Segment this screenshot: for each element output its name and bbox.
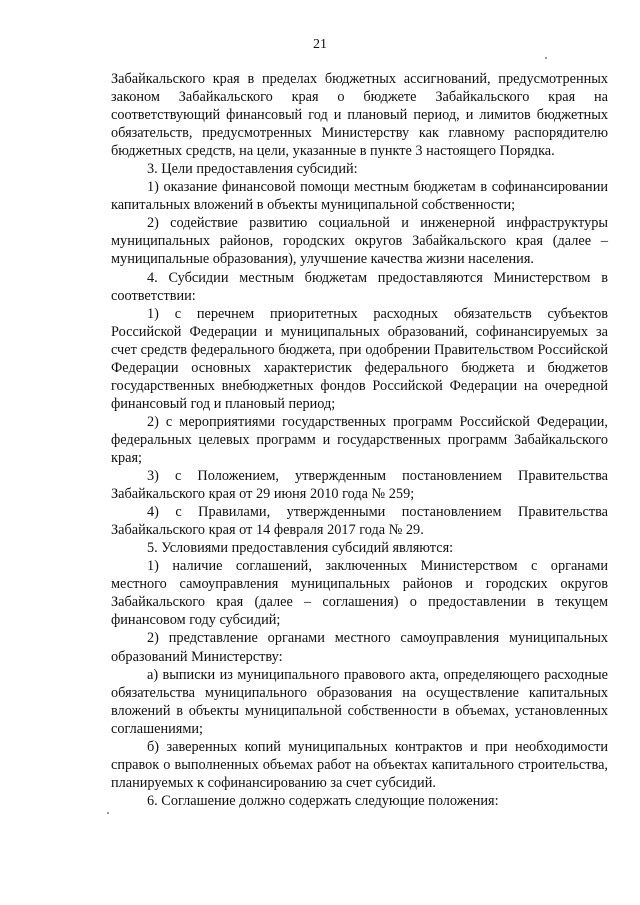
paragraph-6-heading: 6. Соглашение должно содержать следующие положения: — [147, 792, 499, 809]
paragraph-5-item-1: 1) наличие соглашений, заключенных Министерством с органами местного самоуправления муниципальных районов и городских округов Забайкальского края (далее – соглашения) о предоставлении в текущем финансовом году субсидий; — [111, 558, 608, 629]
paragraph-5-heading: 5. Условиями предоставления субсидий являются: — [147, 540, 454, 557]
paragraph-4-item-2: 2) с мероприятиями государственных программ Российской Федерации, федеральных целевых программ и государственных программ Забайкальского края; — [111, 413, 608, 466]
paragraph-5-item-2: 2) представление органами местного самоуправления муниципальных образований Министерству: — [111, 630, 608, 665]
paragraph-continuation: Забайкальского края в пределах бюджетных ассигнований, предусмотренных законом Забайкальского края о бюджете Забайкальского края на соответствующий финансовый год и плановый период, и лимитов бюджетных обязательств, предусмотренных Министерству как главному распорядителю бюджетных средств, на цели, указанные в пункте 3 настоящего Порядка. — [111, 71, 608, 160]
page-number: 21 — [313, 37, 327, 52]
paragraph-4-item-3: 3) с Положением, утвержденным постановлением Правительства Забайкальского края от 29 июня 2010 года № 259; — [111, 468, 608, 503]
paragraph-4-heading: 4. Субсидии местным бюджетам предоставляются Министерством в соответствии: — [111, 269, 608, 304]
paragraph-3-item-1: 1) оказание финансовой помощи местным бюджетам в софинансировании капитальных вложений в объекты муниципальной собственности; — [111, 179, 608, 214]
scan-speck — [107, 812, 109, 814]
paragraph-3-heading: 3. Цели предоставления субсидий: — [147, 161, 358, 178]
document-body — [111, 70, 608, 810]
paragraph-4-item-4: 4) с Правилами, утвержденными постановлением Правительства Забайкальского края от 14 февраля 2017 года № 29. — [111, 504, 608, 539]
paragraph-5-item-2-b: б) заверенных копий муниципальных контрактов и при необходимости справок о выполненных объемах работ на объектах капитального строительства, планируемых к софинансированию за счет субсидий. — [111, 738, 608, 791]
paragraph-4-item-1: 1) с перечнем приоритетных расходных обязательств субъектов Российской Федерации и муниципальных образований, софинансируемых за счет средств федерального бюджета, при одобрении Правительством Российской Федерации основных характеристик федерального бюджета и бюджетов государственных внебюджетных фондов Российской Федерации на очередной финансовый год и плановый период; — [111, 305, 608, 412]
scan-speck — [545, 57, 547, 59]
paragraph-3-item-2: 2) содействие развитию социальной и инженерной инфраструктуры муниципальных районов, городских округов Забайкальского края (далее – муниципальные образования), улучшение качества жизни населения. — [111, 215, 608, 268]
paragraph-5-item-2-a: а) выписки из муниципального правового акта, определяющего расходные обязательства муниципального образования на осуществление капитальных вложений в объекты муниципальной собственности в объемах, установленных соглашениями; — [111, 666, 608, 737]
